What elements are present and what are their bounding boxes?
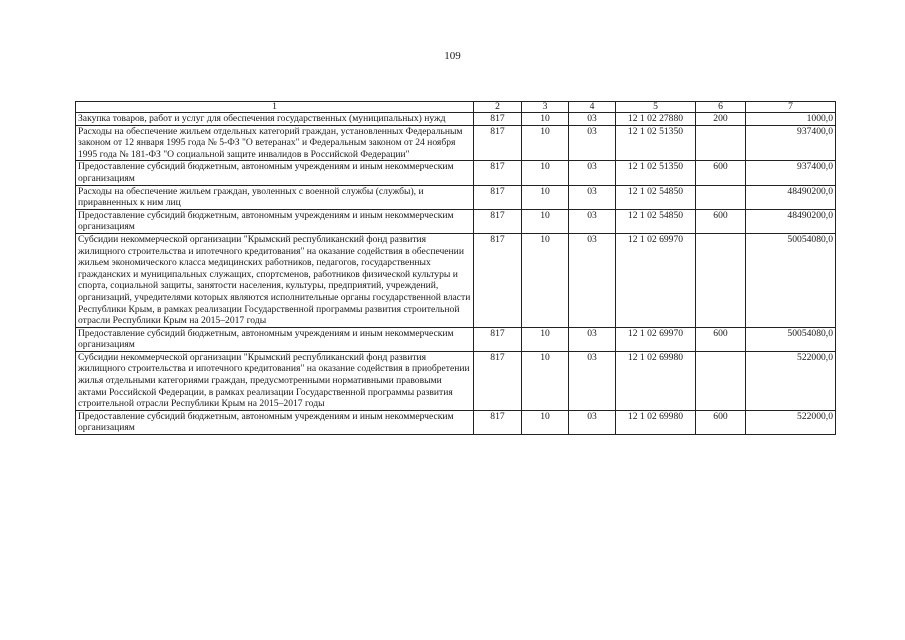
row-amount: 48490200,0 xyxy=(746,185,836,209)
table-row xyxy=(76,185,836,209)
row-name: Расходы на обеспечение жильем отдельных категорий граждан, установленных Федеральным законом от 12 января 1995 года № 5-ФЗ "О ветеранах" и Федеральным законом от 24 ноября 1995 года № 181-ФЗ "О социальной защите инвалидов в Российской Федерации" xyxy=(76,125,474,161)
table-row xyxy=(76,233,836,327)
row-subsection-code: 03 xyxy=(569,327,616,351)
row-amount: 937400,0 xyxy=(746,161,836,185)
col-header-2: 2 xyxy=(474,102,522,113)
col-header-1: 1 xyxy=(76,102,474,113)
table-row xyxy=(76,113,836,126)
row-subsection-code: 03 xyxy=(569,161,616,185)
row-amount: 522000,0 xyxy=(746,351,836,410)
row-target-article: 12 1 02 27880 xyxy=(616,113,696,126)
row-ministry-code: 817 xyxy=(474,161,522,185)
row-target-article: 12 1 02 51350 xyxy=(616,125,696,161)
row-subsection-code: 03 xyxy=(569,113,616,126)
row-expense-type xyxy=(696,125,746,161)
row-target-article: 12 1 02 69970 xyxy=(616,327,696,351)
row-name: Предоставление субсидий бюджетным, автономным учреждениям и иным некоммерческим организациям xyxy=(76,209,474,233)
row-section-code: 10 xyxy=(522,233,569,327)
row-name: Предоставление субсидий бюджетным, автономным учреждениям и иным некоммерческим организациям xyxy=(76,327,474,351)
table-row xyxy=(76,125,836,161)
row-expense-type: 200 xyxy=(696,113,746,126)
row-subsection-code: 03 xyxy=(569,351,616,410)
row-section-code: 10 xyxy=(522,410,569,434)
row-target-article: 12 1 02 69980 xyxy=(616,410,696,434)
row-section-code: 10 xyxy=(522,125,569,161)
table-row xyxy=(76,209,836,233)
col-header-6: 6 xyxy=(696,102,746,113)
col-header-5: 5 xyxy=(616,102,696,113)
row-ministry-code: 817 xyxy=(474,327,522,351)
row-name: Предоставление субсидий бюджетным, автономным учреждениям и иным некоммерческим организациям xyxy=(76,410,474,434)
row-expense-type xyxy=(696,233,746,327)
header-row xyxy=(76,102,836,113)
table-row xyxy=(76,161,836,185)
row-section-code: 10 xyxy=(522,113,569,126)
row-amount: 50054080,0 xyxy=(746,233,836,327)
table-row xyxy=(76,327,836,351)
table-row xyxy=(76,351,836,410)
row-target-article: 12 1 02 51350 xyxy=(616,161,696,185)
row-expense-type: 600 xyxy=(696,410,746,434)
row-subsection-code: 03 xyxy=(569,410,616,434)
row-expense-type: 600 xyxy=(696,209,746,233)
row-amount: 1000,0 xyxy=(746,113,836,126)
row-section-code: 10 xyxy=(522,161,569,185)
row-target-article: 12 1 02 54850 xyxy=(616,185,696,209)
row-expense-type xyxy=(696,351,746,410)
row-amount: 522000,0 xyxy=(746,410,836,434)
row-ministry-code: 817 xyxy=(474,410,522,434)
col-header-4: 4 xyxy=(569,102,616,113)
row-expense-type: 600 xyxy=(696,161,746,185)
row-expense-type: 600 xyxy=(696,327,746,351)
row-ministry-code: 817 xyxy=(474,125,522,161)
row-subsection-code: 03 xyxy=(569,125,616,161)
row-name: Субсидии некоммерческой организации "Крымский республиканский фонд развития жилищного строительства и ипотечного кредитования" на оказание содействия в приобретении жилья отдельными категориями граждан, предусмотренными нормативными правовыми актами Российской Федерации, в рамках реализации Государственной программы развития строительной отрасли Республики Крым на 2015–2017 годы xyxy=(76,351,474,410)
budget-table xyxy=(75,101,836,435)
row-section-code: 10 xyxy=(522,327,569,351)
row-amount: 50054080,0 xyxy=(746,327,836,351)
row-subsection-code: 03 xyxy=(569,185,616,209)
col-header-7: 7 xyxy=(746,102,836,113)
row-name: Предоставление субсидий бюджетным, автономным учреждениям и иным некоммерческим организациям xyxy=(76,161,474,185)
row-name: Субсидии некоммерческой организации "Крымский республиканский фонд развития жилищного строительства и ипотечного кредитования" на оказание содействия в обеспечении жильем экономического класса медицинских работников, педагогов, государственных гражданских и муниципальных служащих, спортсменов, работников физической культуры и спорта, социальной защиты, занятости населения, культуры, предприятий, учреждений, организаций, учредителями которых являются исполнительные органы государственной власти Республики Крым, в рамках реализации Государственной программы развития строительной отрасли Республики Крым на 2015–2017 годы xyxy=(76,233,474,327)
row-target-article: 12 1 02 54850 xyxy=(616,209,696,233)
row-section-code: 10 xyxy=(522,185,569,209)
row-expense-type xyxy=(696,185,746,209)
row-ministry-code: 817 xyxy=(474,185,522,209)
row-amount: 937400,0 xyxy=(746,125,836,161)
table-row xyxy=(76,410,836,434)
row-subsection-code: 03 xyxy=(569,233,616,327)
row-subsection-code: 03 xyxy=(569,209,616,233)
row-name: Расходы на обеспечение жильем граждан, уволенных с военной службы (службы), и приравненных к ним лиц xyxy=(76,185,474,209)
row-ministry-code: 817 xyxy=(474,351,522,410)
row-name: Закупка товаров, работ и услуг для обеспечения государственных (муниципальных) нужд xyxy=(76,113,474,126)
page-number: 109 xyxy=(444,50,461,62)
row-section-code: 10 xyxy=(522,351,569,410)
row-ministry-code: 817 xyxy=(474,113,522,126)
row-ministry-code: 817 xyxy=(474,209,522,233)
row-ministry-code: 817 xyxy=(474,233,522,327)
row-section-code: 10 xyxy=(522,209,569,233)
row-amount: 48490200,0 xyxy=(746,209,836,233)
col-header-3: 3 xyxy=(522,102,569,113)
row-target-article: 12 1 02 69980 xyxy=(616,351,696,410)
row-target-article: 12 1 02 69970 xyxy=(616,233,696,327)
